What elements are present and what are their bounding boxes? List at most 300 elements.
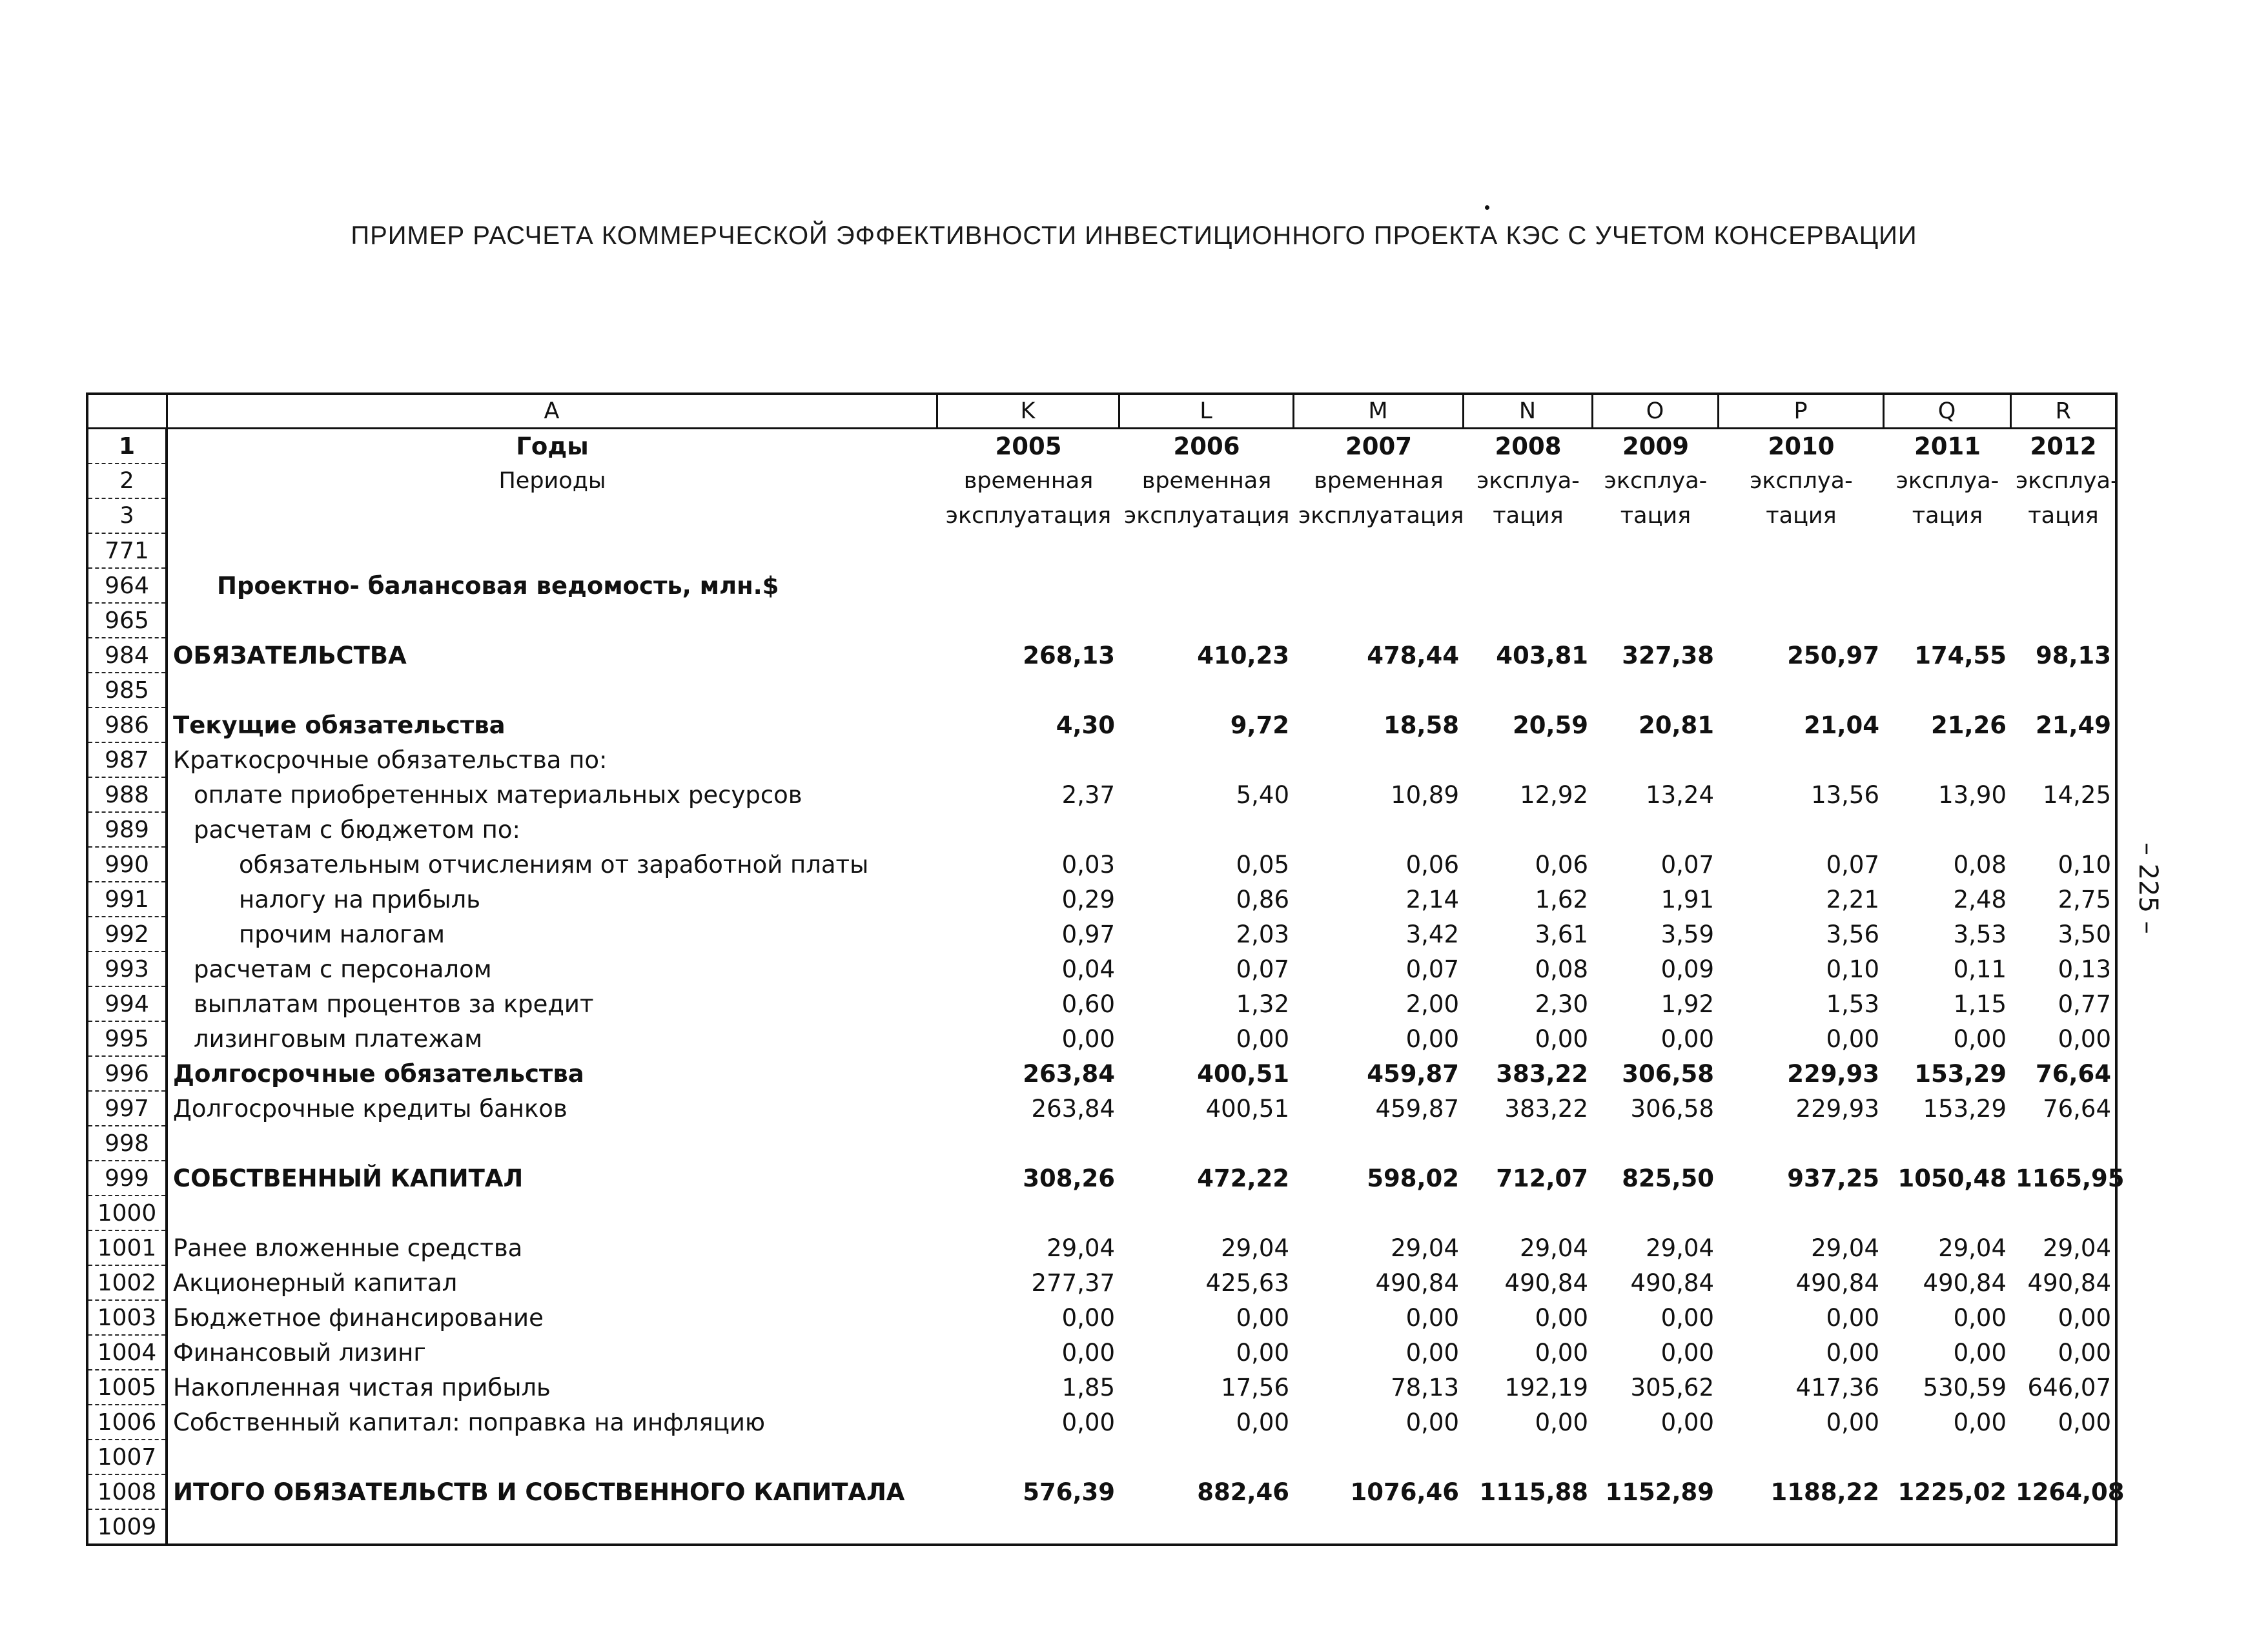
value-cell: 0,00 [1826, 1408, 1879, 1436]
value-cell: 29,04 [1391, 1234, 1459, 1262]
value-cell: 0,00 [1236, 1303, 1289, 1332]
value-cell: 0,00 [1236, 1338, 1289, 1367]
column-header-q: Q [1883, 394, 2010, 429]
empty-cell [1463, 1126, 1592, 1161]
header-value: эксплуа- [1476, 468, 1580, 494]
value-cell: 0,60 [1061, 990, 1115, 1018]
empty-cell [937, 1440, 1119, 1474]
value-cell: 0,00 [1826, 1303, 1879, 1332]
row-number: 1001 [87, 1230, 167, 1265]
value-cell: 459,87 [1375, 1094, 1459, 1123]
value-cell: 1,32 [1236, 990, 1289, 1018]
header-value: тация [1620, 503, 1691, 529]
empty-cell [1592, 1126, 1718, 1161]
value-cell: 2,21 [1826, 885, 1879, 913]
value-cell: 0,10 [1826, 955, 1879, 983]
value-cell: 0,00 [1660, 1024, 1714, 1053]
header-value: эксплуа- [1604, 468, 1708, 494]
value-cell: 0,04 [1061, 955, 1115, 983]
empty-cell [1883, 673, 2010, 708]
empty-cell [1718, 1509, 1883, 1545]
empty-cell [1883, 603, 2010, 638]
row-label: Долгосрочные кредиты банков [173, 1094, 567, 1123]
empty-cell [937, 533, 1119, 568]
value-cell: 0,00 [1953, 1024, 2007, 1053]
row-label [167, 1440, 937, 1474]
value-cell: 1,53 [1826, 990, 1879, 1018]
value-cell: 0,11 [1953, 955, 2007, 983]
empty-cell [1592, 1509, 1718, 1545]
empty-cell [1718, 1126, 1883, 1161]
empty-cell [937, 603, 1119, 638]
column-header-m: M [1293, 394, 1463, 429]
value-cell: 0,00 [1660, 1408, 1714, 1436]
header-value: тация [2028, 503, 2099, 529]
value-cell: 0,03 [1061, 850, 1115, 879]
value-cell: 0,00 [1061, 1024, 1115, 1053]
value-cell: 0,00 [1953, 1408, 2007, 1436]
row-number: 986 [87, 708, 167, 742]
value-cell: 1,15 [1953, 990, 2007, 1018]
empty-cell [937, 1126, 1119, 1161]
row-number: 997 [87, 1091, 167, 1126]
value-cell: 598,02 [1367, 1164, 1459, 1192]
row-number: 985 [87, 673, 167, 708]
header-value: тация [1912, 503, 1983, 529]
empty-cell [1293, 1126, 1463, 1161]
empty-cell [1119, 1509, 1293, 1545]
table-row [87, 952, 2116, 986]
header-row-periods1 [87, 463, 2116, 498]
value-cell: 0,00 [1236, 1408, 1289, 1436]
header-row-years [87, 429, 2116, 464]
row-label [167, 1509, 937, 1545]
value-cell: 490,84 [1630, 1268, 1714, 1297]
empty-cell [1463, 1509, 1592, 1545]
table-row [87, 986, 2116, 1021]
value-cell: 0,00 [1535, 1338, 1588, 1367]
scan-speck [1485, 205, 1489, 210]
value-cell: 0,00 [1061, 1408, 1115, 1436]
empty-cell [1293, 1509, 1463, 1545]
header-value: 2006 [1173, 433, 1240, 460]
value-cell: 153,29 [1914, 1059, 2007, 1088]
value-cell: 0,00 [2058, 1303, 2111, 1332]
table-row [87, 533, 2116, 568]
value-cell: 0,97 [1061, 920, 1115, 948]
row-number: 1004 [87, 1335, 167, 1370]
value-cell: 2,48 [1953, 885, 2007, 913]
value-cell: 13,56 [1811, 780, 1879, 809]
header-value: 2007 [1345, 433, 1412, 460]
value-cell: 459,87 [1367, 1059, 1459, 1088]
empty-cell [1718, 603, 1883, 638]
row-label: выплатам процентов за кредит [194, 990, 594, 1018]
value-cell: 2,03 [1236, 920, 1289, 948]
value-cell: 0,00 [1826, 1024, 1879, 1053]
empty-cell [1463, 533, 1592, 568]
table-row [87, 603, 2116, 638]
value-cell: 0,00 [2058, 1338, 2111, 1367]
value-cell: 0,06 [1535, 850, 1588, 879]
empty-cell [1293, 673, 1463, 708]
value-cell: 0,00 [1405, 1338, 1459, 1367]
row-number: 994 [87, 986, 167, 1021]
empty-cell [1463, 603, 1592, 638]
value-cell: 0,86 [1236, 885, 1289, 913]
value-cell: 0,00 [1535, 1303, 1588, 1332]
value-cell: 3,50 [2058, 920, 2111, 948]
header-value: 2012 [2030, 433, 2097, 460]
value-cell: 153,29 [1923, 1094, 2007, 1123]
value-cell: 4,30 [1056, 711, 1115, 739]
header-value: 2005 [995, 433, 1062, 460]
value-cell: 21,04 [1803, 711, 1879, 739]
value-cell: 78,13 [1391, 1373, 1459, 1401]
row-number: 987 [87, 742, 167, 777]
table-row [87, 1265, 2116, 1300]
column-header-k: K [937, 394, 1119, 429]
value-cell: 3,61 [1535, 920, 1588, 948]
value-cell: 1,92 [1660, 990, 1714, 1018]
value-cell: 2,14 [1405, 885, 1459, 913]
table-row [87, 1021, 2116, 1056]
header-value: 2011 [1914, 433, 1981, 460]
value-cell: 1,85 [1061, 1373, 1115, 1401]
value-cell: 0,10 [2058, 850, 2111, 879]
table-row [87, 1474, 2116, 1509]
value-cell: 712,07 [1496, 1164, 1588, 1192]
value-cell: 29,04 [1811, 1234, 1879, 1262]
row-label: лизинговым платежам [194, 1024, 483, 1053]
row-label [167, 603, 937, 638]
table-row [87, 847, 2116, 882]
balance-sheet-table [86, 392, 2125, 1546]
row-label: Собственный капитал: поправка на инфляцию [173, 1408, 766, 1436]
value-cell: 0,00 [2058, 1024, 2111, 1053]
header-value: тация [1766, 503, 1837, 529]
row-number: 993 [87, 952, 167, 986]
value-cell: 306,58 [1622, 1059, 1714, 1088]
row-number: 1002 [87, 1265, 167, 1300]
value-cell: 0,00 [1660, 1303, 1714, 1332]
empty-cell [1718, 673, 1883, 708]
empty-cell [2010, 673, 2116, 708]
value-cell: 0,00 [1660, 1338, 1714, 1367]
value-cell: 0,00 [1953, 1303, 2007, 1332]
value-cell: 530,59 [1923, 1373, 2007, 1401]
header-value: эксплуатация [945, 503, 1112, 529]
value-cell: 3,56 [1826, 920, 1879, 948]
column-header-l: L [1119, 394, 1293, 429]
header-value: временная [963, 468, 1094, 494]
value-cell: 490,84 [2027, 1268, 2111, 1297]
row-number: 965 [87, 603, 167, 638]
table-row [87, 1300, 2116, 1335]
page-number: – 225 – [2133, 842, 2163, 934]
value-cell: 13,90 [1938, 780, 2007, 809]
value-cell: 268,13 [1023, 641, 1115, 669]
value-cell: 21,49 [2035, 711, 2111, 739]
row-number: 989 [87, 812, 167, 847]
empty-cell [1463, 673, 1592, 708]
value-cell: 306,58 [1630, 1094, 1714, 1123]
empty-cell [2010, 1196, 2116, 1230]
row-label [167, 1196, 937, 1230]
empty-cell [1119, 1196, 1293, 1230]
table-row [87, 1370, 2116, 1405]
value-cell: 2,37 [1061, 780, 1115, 809]
header-value: эксплуа- [1895, 468, 1999, 494]
column-header-r: R [2010, 394, 2116, 429]
value-cell: 1152,89 [1605, 1478, 1714, 1506]
value-cell: 277,37 [1031, 1268, 1115, 1297]
value-cell: 18,58 [1383, 711, 1459, 739]
row-label: обязательным отчислениям от заработной платы [239, 850, 869, 879]
header-row-periods2 [87, 498, 2116, 533]
row-number: 991 [87, 882, 167, 917]
header-value: эксплуатация [1124, 503, 1290, 529]
value-cell: 98,13 [2035, 641, 2111, 669]
row-number: 999 [87, 1161, 167, 1196]
row-number: 1007 [87, 1440, 167, 1474]
value-cell: 305,62 [1630, 1373, 1714, 1401]
row-label [167, 533, 937, 568]
empty-cell [1718, 1440, 1883, 1474]
row-number: 992 [87, 917, 167, 952]
row-label: расчетам с бюджетом по: [194, 815, 520, 844]
table-row [87, 1405, 2116, 1440]
row-label: Ранее вложенные средства [173, 1234, 523, 1262]
table-row [87, 708, 2116, 742]
empty-cell [1718, 1196, 1883, 1230]
value-cell: 29,04 [1221, 1234, 1289, 1262]
value-cell: 0,07 [1405, 955, 1459, 983]
value-cell: 0,00 [1236, 1024, 1289, 1053]
row-number: 1006 [87, 1405, 167, 1440]
header-value: 2008 [1495, 433, 1562, 460]
value-cell: 490,84 [1375, 1268, 1459, 1297]
value-cell: 76,64 [2043, 1094, 2111, 1123]
value-cell: 5,40 [1236, 780, 1289, 809]
value-cell: 29,04 [2043, 1234, 2111, 1262]
row-label: ИТОГО ОБЯЗАТЕЛЬСТВ И СОБСТВЕННОГО КАПИТАЛА [173, 1478, 905, 1506]
header-value: тация [1493, 503, 1564, 529]
value-cell: 0,07 [1660, 850, 1714, 879]
value-cell: 263,84 [1031, 1094, 1115, 1123]
row-label [167, 498, 937, 533]
empty-cell [1883, 1126, 2010, 1161]
empty-cell [1293, 1196, 1463, 1230]
value-cell: 0,00 [1826, 1338, 1879, 1367]
value-cell: 0,13 [2058, 955, 2111, 983]
empty-cell [1119, 1126, 1293, 1161]
value-cell: 0,00 [1953, 1338, 2007, 1367]
empty-cell [1119, 673, 1293, 708]
row-label: оплате приобретенных материальных ресурсов [194, 780, 802, 809]
value-cell: 490,84 [1923, 1268, 2007, 1297]
value-cell: 490,84 [1795, 1268, 1879, 1297]
value-cell: 0,77 [2058, 990, 2111, 1018]
value-cell: 14,25 [2043, 780, 2111, 809]
empty-cell [1883, 1196, 2010, 1230]
value-cell: 0,00 [1061, 1338, 1115, 1367]
value-cell: 0,07 [1826, 850, 1879, 879]
value-cell: 2,75 [2058, 885, 2111, 913]
table-row [87, 1126, 2116, 1161]
value-cell: 0,09 [1660, 955, 1714, 983]
value-cell: 1,91 [1660, 885, 1714, 913]
table-row [87, 1196, 2116, 1230]
row-label [167, 1126, 937, 1161]
row-label: Периоды [498, 468, 606, 494]
value-cell: 0,06 [1405, 850, 1459, 879]
value-cell: 2,00 [1405, 990, 1459, 1018]
value-cell: 29,04 [1047, 1234, 1115, 1262]
value-cell: 400,51 [1197, 1059, 1289, 1088]
value-cell: 383,22 [1496, 1059, 1588, 1088]
value-cell: 29,04 [1646, 1234, 1714, 1262]
row-number: 1005 [87, 1370, 167, 1405]
row-label: СОБСТВЕННЫЙ КАПИТАЛ [173, 1164, 524, 1192]
value-cell: 229,93 [1787, 1059, 1879, 1088]
table-row [87, 1091, 2116, 1126]
row-label: Проектно- балансовая ведомость, млн.$ [217, 571, 779, 600]
value-cell: 383,22 [1504, 1094, 1588, 1123]
value-cell: 1264,08 [2016, 1478, 2125, 1506]
value-cell: 882,46 [1197, 1478, 1289, 1506]
row-label: налогу на прибыль [239, 885, 481, 913]
value-cell: 76,64 [2035, 1059, 2111, 1088]
row-label: Акционерный капитал [173, 1268, 458, 1297]
header-value: эксплуатация [1298, 503, 1464, 529]
header-value: временная [1141, 468, 1272, 494]
row-label: Долгосрочные обязательства [173, 1059, 584, 1088]
empty-cell [2010, 1440, 2116, 1474]
table-row [87, 1335, 2116, 1370]
value-cell: 0,29 [1061, 885, 1115, 913]
value-cell: 29,04 [1520, 1234, 1588, 1262]
value-cell: 21,26 [1930, 711, 2007, 739]
table-row [87, 568, 2116, 603]
empty-cell [937, 673, 1119, 708]
empty-cell [1293, 1440, 1463, 1474]
value-cell: 0,08 [1953, 850, 2007, 879]
value-cell: 229,93 [1795, 1094, 1879, 1123]
value-cell: 1165,95 [2016, 1164, 2125, 1192]
column-header-p: P [1718, 394, 1883, 429]
table-row [87, 742, 2116, 777]
row-number: 771 [87, 533, 167, 568]
header-value: 2009 [1622, 433, 1689, 460]
corner-cell [87, 394, 167, 429]
value-cell: 3,59 [1660, 920, 1714, 948]
empty-cell [1592, 533, 1718, 568]
table-row [87, 812, 2116, 847]
value-cell: 400,51 [1205, 1094, 1289, 1123]
empty-cell [1592, 603, 1718, 638]
empty-cell [1592, 1196, 1718, 1230]
row-number: 964 [87, 568, 167, 603]
row-number: 988 [87, 777, 167, 812]
value-cell: 10,89 [1391, 780, 1459, 809]
value-cell: 403,81 [1496, 641, 1588, 669]
table-row [87, 1056, 2116, 1091]
value-cell: 646,07 [2027, 1373, 2111, 1401]
row-label: расчетам с персоналом [194, 955, 492, 983]
value-cell: 192,19 [1504, 1373, 1588, 1401]
value-cell: 174,55 [1914, 641, 2007, 669]
empty-cell [1592, 673, 1718, 708]
value-cell: 250,97 [1787, 641, 1879, 669]
empty-cell [1119, 603, 1293, 638]
value-cell: 472,22 [1197, 1164, 1289, 1192]
empty-cell [1718, 533, 1883, 568]
empty-cell [1592, 1440, 1718, 1474]
header-value: временная [1314, 468, 1444, 494]
row-number: 1008 [87, 1474, 167, 1509]
value-cell: 0,00 [1405, 1408, 1459, 1436]
header-value: 2010 [1768, 433, 1835, 460]
row-label: Краткосрочные обязательства по: [173, 746, 608, 774]
row-number: 1003 [87, 1300, 167, 1335]
value-cell: 327,38 [1622, 641, 1714, 669]
value-cell: 1076,46 [1350, 1478, 1459, 1506]
table-row [87, 638, 2116, 673]
row-number: 1000 [87, 1196, 167, 1230]
value-cell: 478,44 [1367, 641, 1459, 669]
value-cell: 263,84 [1023, 1059, 1115, 1088]
value-cell: 9,72 [1230, 711, 1289, 739]
row-label: Финансовый лизинг [173, 1338, 426, 1367]
row-number: 995 [87, 1021, 167, 1056]
row-label: ОБЯЗАТЕЛЬСТВА [173, 641, 407, 669]
row-number: 984 [87, 638, 167, 673]
value-cell: 937,25 [1787, 1164, 1879, 1192]
empty-cell [2010, 1126, 2116, 1161]
row-number: 998 [87, 1126, 167, 1161]
empty-cell [937, 1509, 1119, 1545]
empty-cell [1883, 1440, 2010, 1474]
empty-cell [1463, 1440, 1592, 1474]
row-label: Годы [516, 433, 589, 460]
page-title: ПРИМЕР РАСЧЕТА КОММЕРЧЕСКОЙ ЭФФЕКТИВНОСТИ ИНВЕСТИЦИОННОГО ПРОЕКТА КЭС С УЧЕТОМ КОНСЕРВАЦИИ [351, 221, 1917, 250]
value-cell: 1,62 [1535, 885, 1588, 913]
value-cell: 308,26 [1023, 1164, 1115, 1192]
value-cell: 0,00 [1405, 1303, 1459, 1332]
value-cell: 1225,02 [1897, 1478, 2007, 1506]
table-row [87, 777, 2116, 812]
value-cell: 0,00 [1405, 1024, 1459, 1053]
value-cell: 20,59 [1512, 711, 1588, 739]
value-cell: 0,07 [1236, 955, 1289, 983]
table-row [87, 882, 2116, 917]
value-cell: 0,00 [1535, 1024, 1588, 1053]
row-label: Текущие обязательства [173, 711, 506, 739]
value-cell: 0,05 [1236, 850, 1289, 879]
empty-cell [1883, 1509, 2010, 1545]
value-cell: 0,00 [1061, 1303, 1115, 1332]
empty-cell [1119, 533, 1293, 568]
column-header-o: O [1592, 394, 1718, 429]
value-cell: 12,92 [1520, 780, 1588, 809]
value-cell: 0,00 [1535, 1408, 1588, 1436]
row-label [167, 673, 937, 708]
column-header-a: A [167, 394, 937, 429]
table-row [87, 1440, 2116, 1474]
value-cell: 1188,22 [1770, 1478, 1879, 1506]
column-header-n: N [1463, 394, 1592, 429]
